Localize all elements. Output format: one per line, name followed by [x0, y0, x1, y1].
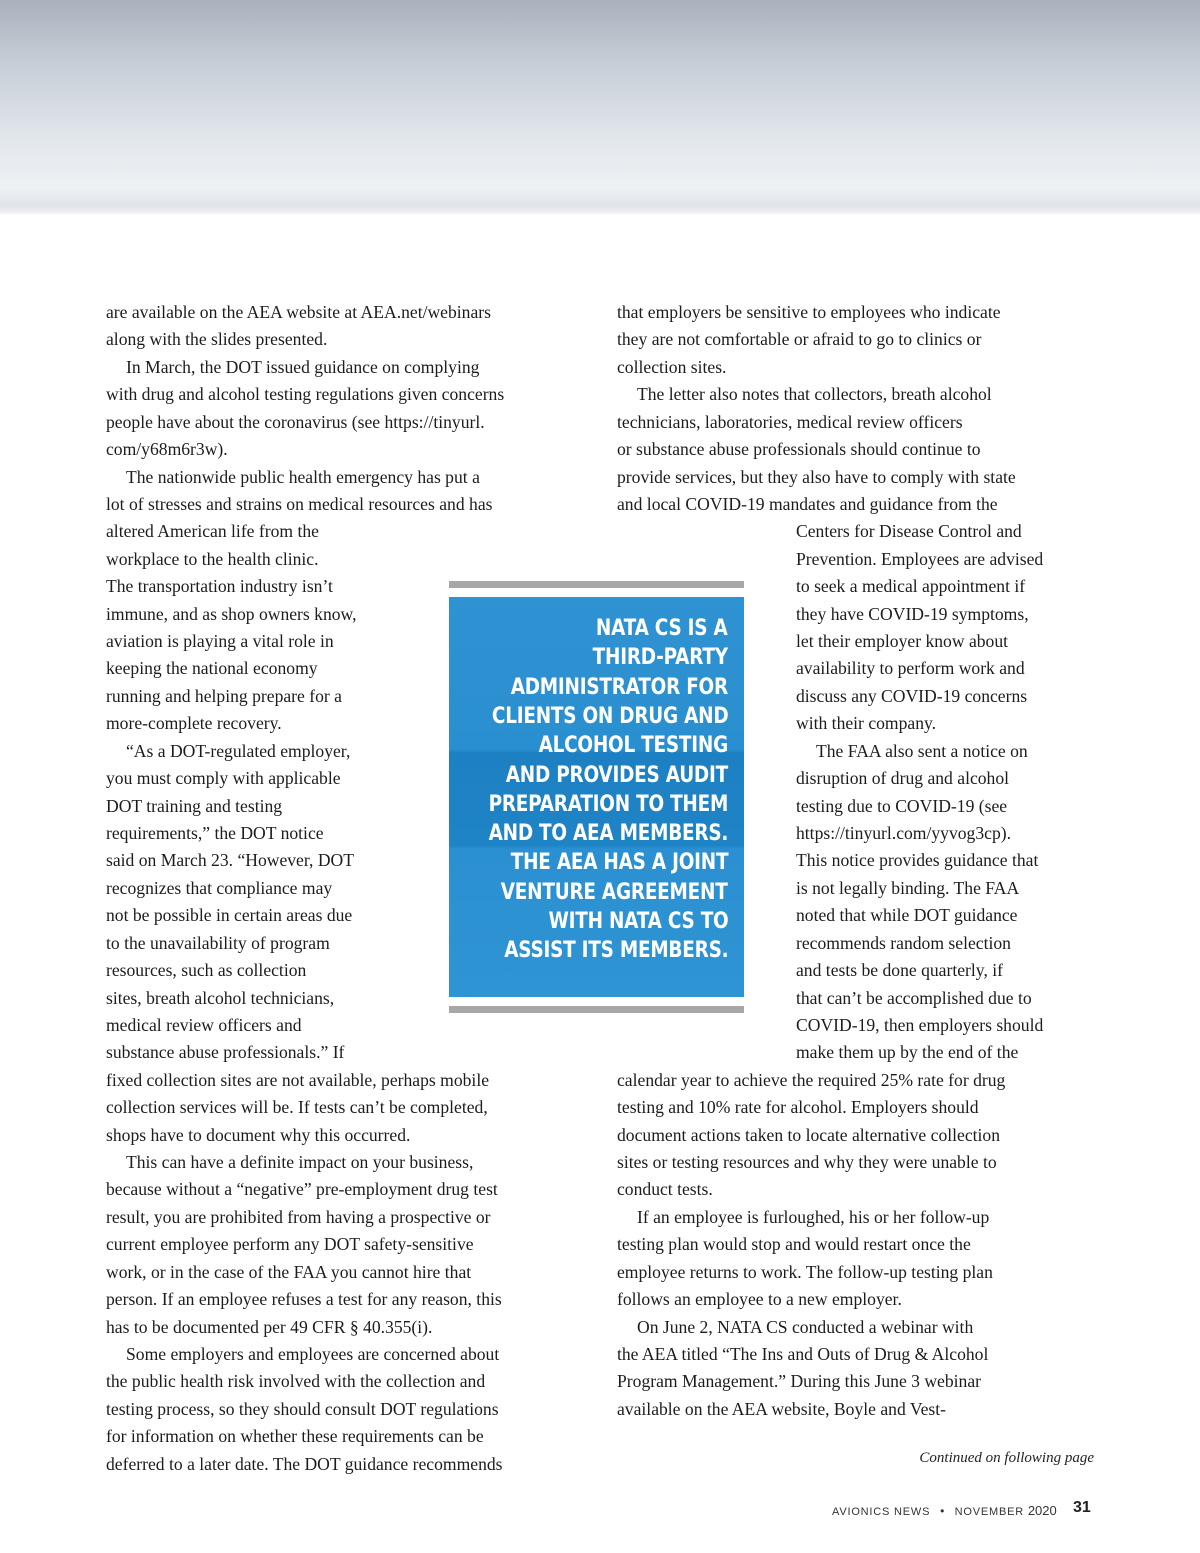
right-column-line: conduct tests.: [617, 1179, 713, 1200]
right-column-line: https://tinyurl.com/yyvog3cp).: [796, 822, 1012, 843]
left-column-line: shops have to document why this occurred.: [106, 1124, 411, 1145]
right-column-line: is not legally binding. The FAA: [796, 877, 1020, 898]
left-column-line: testing process, so they should consult DOT regulations: [106, 1398, 499, 1419]
right-column-line: The FAA also sent a notice on: [816, 740, 1028, 761]
right-column-line: Program Management.” During this June 3 webinar: [617, 1371, 982, 1392]
left-column-line: In March, the DOT issued guidance on complying: [126, 356, 480, 377]
callout-line: THE AEA HAS A JOINT: [510, 849, 728, 876]
callout-line: WITH NATA CS TO: [548, 908, 728, 934]
right-column-line: provide services, but they also have to comply with state: [617, 466, 1016, 487]
left-column-line: sites, breath alcohol technicians,: [106, 987, 335, 1008]
right-column-line: disruption of drug and alcohol: [796, 768, 1010, 789]
right-column-line: If an employee is furloughed, his or her follow-up: [637, 1206, 990, 1227]
left-column-line: lot of stresses and strains on medical resources and has: [106, 493, 493, 514]
header-banner: [0, 0, 1200, 214]
header-banner-edge: [0, 206, 1200, 214]
left-column-line: Some employers and employees are concerned about: [126, 1343, 500, 1364]
right-column-line: On June 2, NATA CS conducted a webinar with: [637, 1316, 974, 1337]
right-column-line: collection sites.: [617, 356, 727, 377]
right-column-line: noted that while DOT guidance: [796, 905, 1018, 926]
page-number: 31: [1073, 1499, 1091, 1516]
left-column-line: requirements,” the DOT notice: [106, 822, 324, 843]
right-column-line: This notice provides guidance that: [796, 850, 1039, 871]
callout-line: VENTURE AGREEMENT: [501, 878, 728, 905]
right-column-line: testing plan would stop and would restart once the: [617, 1234, 971, 1255]
right-column-line: The letter also notes that collectors, breath alcohol: [637, 384, 992, 405]
left-column-line: current employee perform any DOT safety-sensitive: [106, 1234, 474, 1255]
right-column-line: discuss any COVID-19 concerns: [796, 685, 1028, 706]
left-column-line: for information on whether these requirements can be: [106, 1426, 484, 1447]
pull-quote-callout: [449, 597, 744, 997]
right-column-line: recommends random selection: [796, 932, 1011, 953]
callout-line: ALCOHOL TESTING: [538, 732, 728, 759]
continued-note: Continued on following page: [919, 1450, 1094, 1466]
left-column-line: workplace to the health clinic.: [106, 548, 319, 569]
right-column-line: availability to perform work and: [796, 658, 1025, 679]
left-column-line: people have about the coronavirus (see https://tinyurl.: [106, 411, 485, 432]
left-column-line: not be possible in certain areas due: [106, 905, 353, 926]
left-column-line: result, you are prohibited from having a prospective or: [106, 1206, 491, 1227]
footer-separator: •: [940, 1504, 945, 1518]
right-column-line: the AEA titled “The Ins and Outs of Drug & Alcohol: [617, 1343, 989, 1364]
left-column-line: the public health risk involved with the collection and: [106, 1371, 486, 1392]
callout-bottom-rule: [449, 1006, 744, 1013]
right-column-line: COVID-19, then employers should: [796, 1014, 1044, 1035]
right-column-line: they are not comfortable or afraid to go to clinics or: [617, 329, 982, 350]
right-column-line: document actions taken to locate alternative collection: [617, 1124, 1000, 1145]
left-column-line: you must comply with applicable: [106, 768, 341, 789]
right-column-line: employee returns to work. The follow-up testing plan: [617, 1261, 993, 1282]
footer-month: NOVEMBER: [954, 1506, 1024, 1518]
callout-line: NATA CS IS A: [596, 615, 728, 641]
left-column-line: recognizes that compliance may: [106, 877, 333, 898]
right-column-line: calendar year to achieve the required 25% rate for drug: [617, 1069, 1006, 1090]
left-column-line: immune, and as shop owners know,: [106, 603, 357, 624]
left-column-line: resources, such as collection: [106, 960, 307, 981]
left-column-line: because without a “negative” pre-employment drug test: [106, 1179, 498, 1200]
callout-line: CLIENTS ON DRUG AND: [491, 702, 728, 729]
left-column-line: “As a DOT-regulated employer,: [126, 740, 351, 761]
left-column-line: The transportation industry isn’t: [106, 576, 333, 597]
left-column-line: with drug and alcohol testing regulations given concerns: [106, 384, 505, 405]
left-column-line: are available on the AEA website at AEA.net/webinars: [106, 302, 491, 322]
left-column-line: This can have a definite impact on your business,: [126, 1152, 474, 1173]
right-column-line: Prevention. Employees are advised: [796, 548, 1044, 569]
right-column-line: and local COVID-19 mandates and guidance from the: [617, 493, 998, 514]
footer-publication: AVIONICS NEWS: [832, 1506, 931, 1518]
left-column-line: medical review officers and: [106, 1014, 302, 1035]
left-column-line: person. If an employee refuses a test for any reason, this: [106, 1289, 502, 1310]
callout-line: AND PROVIDES AUDIT: [505, 761, 728, 788]
left-column-line: com/y68m6r3w).: [106, 439, 228, 460]
left-column-line: altered American life from the: [106, 521, 319, 542]
left-column-line: more-complete recovery.: [106, 713, 282, 734]
callout-line: AND TO AEA MEMBERS.: [488, 820, 728, 847]
left-column-line: collection services will be. If tests can’t be completed,: [106, 1097, 488, 1118]
callout-line: THIRD-PARTY: [592, 644, 728, 671]
right-column-line: let their employer know about: [796, 631, 1009, 652]
callout-top-rule: [449, 581, 744, 588]
right-column-line: that employers be sensitive to employees who indicate: [617, 302, 1001, 322]
left-column-line: running and helping prepare for a: [106, 685, 342, 706]
left-column-line: work, or in the case of the FAA you cannot hire that: [106, 1261, 472, 1282]
right-column-line: testing and 10% rate for alcohol. Employers should: [617, 1097, 979, 1118]
left-column-line: deferred to a later date. The DOT guidance recommends: [106, 1453, 503, 1474]
right-column-line: available on the AEA website, Boyle and Vest-: [617, 1398, 946, 1419]
left-column-line: along with the slides presented.: [106, 329, 328, 350]
right-column-line: they have COVID-19 symptoms,: [796, 603, 1029, 624]
footer-publication-line: [832, 1503, 1057, 1518]
left-column-line: keeping the national economy: [106, 658, 318, 679]
right-column-line: and tests be done quarterly, if: [796, 960, 1003, 981]
left-column-line: aviation is playing a vital role in: [106, 631, 334, 652]
right-column-line: testing due to COVID-19 (see: [796, 795, 1008, 816]
right-column-line: that can’t be accomplished due to: [796, 987, 1032, 1008]
callout-line: ASSIST ITS MEMBERS.: [503, 937, 728, 964]
callout-line: ADMINISTRATOR FOR: [510, 673, 728, 700]
right-column-line: make them up by the end of the: [796, 1042, 1019, 1063]
right-column-line: technicians, laboratories, medical review officers: [617, 411, 963, 432]
right-column-line: sites or testing resources and why they were unable to: [617, 1152, 997, 1173]
left-column-line: The nationwide public health emergency has put a: [126, 466, 480, 487]
right-column-line: with their company.: [796, 713, 937, 734]
left-column-line: has to be documented per 49 CFR § 40.355(i).: [106, 1316, 433, 1337]
left-column-line: to the unavailability of program: [106, 932, 330, 953]
left-column-line: substance abuse professionals.” If: [106, 1042, 345, 1063]
left-column-line: fixed collection sites are not available, perhaps mobile: [106, 1069, 490, 1090]
right-column-line: to seek a medical appointment if: [796, 576, 1026, 597]
right-column-line: follows an employee to a new employer.: [617, 1289, 902, 1310]
callout-line: PREPARATION TO THEM: [488, 790, 728, 817]
right-column-line: Centers for Disease Control and: [796, 521, 1022, 542]
left-column-line: said on March 23. “However, DOT: [106, 850, 354, 871]
footer-year: 2020: [1027, 1503, 1057, 1518]
right-column-line: or substance abuse professionals should continue to: [617, 439, 981, 460]
left-column-line: DOT training and testing: [106, 795, 283, 816]
